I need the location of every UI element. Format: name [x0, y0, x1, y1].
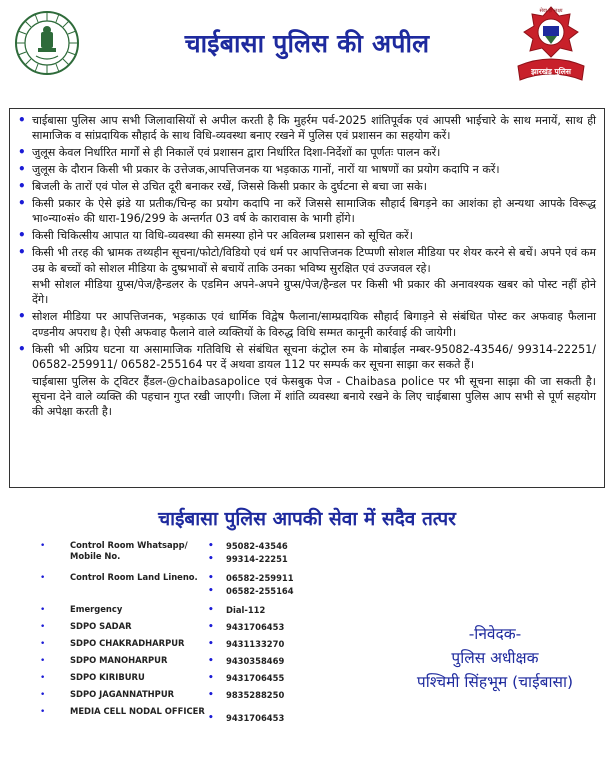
bullet-icon: •: [40, 622, 46, 632]
contact-label: Control Room Whatsapp/ Mobile No.: [70, 540, 188, 561]
contact-values: [208, 706, 340, 725]
contact-label: SDPO JAGANNATHPUR: [70, 689, 175, 699]
contact-number: • 06582-255164: [208, 585, 340, 598]
contact-number: • Dial-112: [208, 604, 340, 617]
appeal-point: • जुलूस केवल निर्धारित मार्गों से ही निकालें एवं प्रशासन द्वारा निर्धारित दिशा-निर्देशों का पूर्णतः पालन करें।: [18, 145, 596, 160]
contact-label: SDPO CHAKRADHARPUR: [70, 638, 185, 648]
svg-text:सेवा ही लक्ष्य: सेवा ही लक्ष्य: [539, 8, 563, 14]
svg-text:झारखंड पुलिस: झारखंड पुलिस: [531, 67, 571, 76]
bullet-icon: •: [40, 707, 46, 717]
service-heading: चाईबासा पुलिस आपकी सेवा में सदैव तत्पर: [158, 508, 456, 530]
appeal-point: • चाईबासा पुलिस आप सभी जिलावासियों से अपील करती है कि मुहर्रम पर्व-2025 शांतिपूर्वक एवं आपसी भाईचारे के साथ मनायें, साथ ही सामाजिक व सांप्रदायिक सौहार्द के साथ विधि-व्यवस्था बनाए रखने में पुलिस एवं प्रशासन का सहयोग करें।: [18, 113, 596, 144]
appeal-list: [18, 113, 596, 420]
contact-values: [208, 689, 340, 702]
contact-label: SDPO SADAR: [70, 621, 132, 631]
contact-number: • 06582-259911: [208, 572, 340, 585]
signature-block: [390, 622, 600, 694]
appeal-point-text: किसी भी तरह की भ्रामक तथ्यहीन सूचना/फोटो/विडियो एवं धर्म पर आपत्तिजनक टिप्पणी सोशल मीडिया पर शेयर करने से बचें। अपने एवं कम उम्र के बच्चों को सोशल मीडिया के दुष्प्रभावों से बचायें ताकि उनका भविष्य सुरक्षित एवं उज्जवल रहे।: [32, 246, 596, 275]
contact-values: [208, 572, 340, 598]
appeal-point: • जुलूस के दौरान किसी भी प्रकार के उत्तेजक,आपत्तिजनक या भड़काऊ गानों, नारों या भाषणों का प्रयोग कदापि न करें।: [18, 162, 596, 177]
bullet-icon: •: [40, 673, 46, 683]
contact-label: SDPO MANOHARPUR: [70, 655, 168, 665]
signature-line-requester: -निवेदक-: [468, 625, 522, 643]
appeal-point: • सोशल मीडिया पर आपत्तिजनक, भड़काऊ एवं धार्मिक विद्वेष फैलाना/साम्प्रदायिक सौहार्द बिगाड़ने से संबंधित पोस्ट कर अफवाह फैलाना दण्डनीय अपराध है। ऐसी अफवाह फैलाने वाले व्यक्तियों के विरुद्ध विधि सम्मत कानूनी कार्रवाई की जायेगी।: [18, 309, 596, 340]
contact-row: [40, 540, 340, 570]
contact-row: [40, 706, 340, 732]
header: [0, 0, 614, 110]
contact-row: [40, 572, 340, 602]
appeal-point: • किसी चिकित्सीय आपात या विधि-व्यवस्था की समस्या होने पर अविलम्ब प्रशासन को सूचित करें।: [18, 228, 596, 243]
signature-line-district: पश्चिमी सिंहभूम (चाईबासा): [416, 673, 574, 691]
contact-row: [40, 604, 340, 621]
contact-label: Control Room Land Lineno.: [70, 572, 198, 582]
appeal-point-extra: चाईबासा पुलिस के ट्विटर हैंडल-@chaibasapolice एवं फेसबुक पेज - Chaibasa police पर भी सूचना साझा की जा सकती है। सूचना देने वाले व्यक्ति की पहचान गुप्त रखी जाएगी। जिला में शांति व्यवस्था बनाये रखने के लिए चाईबासा पुलिस आप सभी से पूर्ण सहयोग की अपेक्षा करती है।: [32, 374, 596, 419]
contact-row: [40, 689, 340, 706]
contact-label: Emergency: [70, 604, 123, 614]
jharkhand-police-emblem-icon: [512, 4, 590, 90]
contact-number: • 9431706453: [208, 621, 340, 634]
contact-values: [208, 621, 340, 634]
signature-line-designation: पुलिस अधीक्षक: [451, 649, 539, 667]
bullet-icon: •: [40, 541, 46, 551]
contact-label: SDPO KIRIBURU: [70, 672, 145, 682]
contact-values: [208, 638, 340, 651]
contact-number: • 9431706453: [208, 712, 340, 725]
contact-number: • 9835288250: [208, 689, 340, 702]
appeal-point: • बिजली के तारों एवं पोल से उचित दूरी बनाकर रखें, जिससे किसी प्रकार के दुर्घटना से बचा जा सके।: [18, 179, 596, 194]
contact-label: MEDIA CELL NODAL OFFICER: [70, 706, 205, 716]
contact-values: [208, 540, 340, 566]
appeal-point: [18, 342, 596, 420]
appeal-point: • किसी प्रकार के ऐसे झंडे या प्रतीक/चिन्ह का प्रयोग कदापि ना करें जिससे सामाजिक सौहार्द बिगड़ने का आशंका हो अन्यथा आपके विरूद्ध भा०न्या०सं० की धारा-196/299 के अन्तर्गत 03 वर्ष के कारावास के भागी होंगे।: [18, 196, 596, 227]
appeal-box: [9, 108, 605, 488]
contact-values: [208, 604, 340, 617]
bullet-icon: •: [40, 573, 46, 583]
bullet-icon: •: [40, 605, 46, 615]
contact-row: [40, 621, 340, 638]
contact-values: [208, 672, 340, 685]
appeal-point-text: किसी भी अप्रिय घटना या असामाजिक गतिविधि से संबंधित सूचना कंट्रोल रुम के मोबाईल नम्बर-95082-43546/ 99314-22251/ 06582-259911/ 06582-255164 पर दें अथवा डायल 112 पर सम्पर्क कर सूचना साझा कर सकते हैं।: [32, 342, 596, 372]
page-title: चाईबासा पुलिस की अपील: [184, 29, 430, 58]
contact-number: • 9431133270: [208, 638, 340, 651]
contact-number: • 95082-43546: [208, 540, 340, 553]
contact-number: • 9430358469: [208, 655, 340, 668]
contact-list: [40, 540, 340, 732]
contact-number: • 99314-22251: [208, 553, 340, 566]
contact-row: [40, 638, 340, 655]
bullet-icon: •: [40, 639, 46, 649]
appeal-point-extra: सभी सोशल मीडिया ग्रुप्स/पेज/हैन्डलर के एडमिन अपने-अपने ग्रुप्स/पेज/हैन्डल पर किसी भी प्रकार की अनावश्यक खबर को पोस्ट नहीं होने देंगे।: [32, 278, 596, 307]
contact-row: [40, 655, 340, 672]
contact-number: • 9431706455: [208, 672, 340, 685]
appeal-point: [18, 245, 596, 308]
contact-values: [208, 655, 340, 668]
bullet-icon: •: [40, 690, 46, 700]
bullet-icon: •: [40, 656, 46, 666]
contact-row: [40, 672, 340, 689]
